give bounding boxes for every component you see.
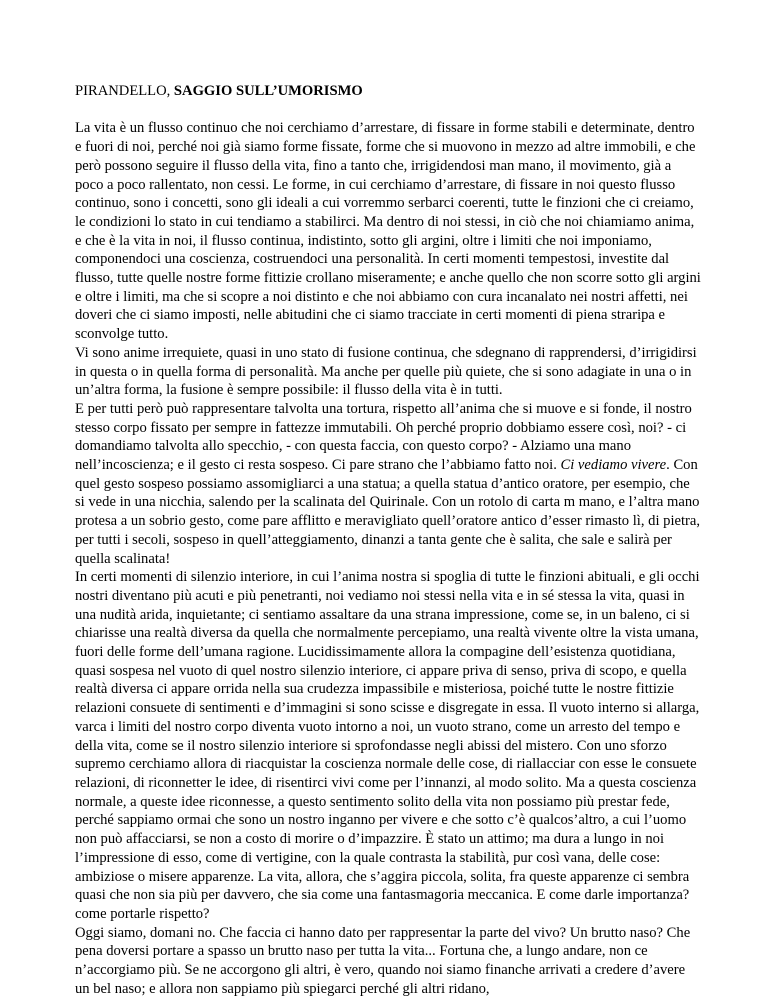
document-title: SAGGIO SULL’UMORISMO — [173, 83, 363, 99]
paragraph-5: Oggi siamo, domani no. Che faccia ci hanno dato per rappresentar la parte del vivo? Un brutto naso? Che pena doversi portare a spasso un brutto naso per tutta la vita... Fortuna che, a lungo andare, non ce n’accorgiamo più. Se ne accorgono gli altri, è vero, quando noi siamo finanche arrivati a credere d’avere un bel naso; e allora non sappiamo più spiegarci perché gli altri ridano, — [75, 924, 691, 997]
paragraph-3-emphasis: Ci vediamo vivere — [560, 457, 667, 474]
paragraph-4: In certi momenti di silenzio interiore, in cui l’anima nostra si spoglia di tutte le finzioni abituali, e gli occhi nostri diventano più acuti e più penetranti, noi vediamo noi stessi nella vita e in sé stessa la vita, quasi in una nudità arida, inquietante; ci sentiamo assaltare da una strana impressione, come se, in un baleno, ci si chiarisse una realtà diversa da quella che normalmente percepiamo, una realtà vivente oltre la vista umana, fuori delle forme dell’umana ragione. Lucidissimamente allora la compagine dell’esistenza quotidiana, quasi sospesa nel vuoto di quel nostro silenzio interiore, ci appare priva di senso, priva di scopo, e quella realtà diversa ci appare orrida nella sua crudezza impassibile e misteriosa, poiché tutte le nostre fittizie relazioni consuete di sentimenti e d’immagini si sono scisse e disgregate in essa. Il vuoto interno si allarga, varca i limiti del nostro corpo diventa vuoto intorno a noi, un vuoto strano, come un arresto del tempo e della vita, come se il nostro silenzio interiore si sprofondasse negli abissi del mistero. Con uno sforzo supremo cerchiamo allora di riacquistar la coscienza normale delle cose, di riallacciar con esse le consuete relazioni, di riconnetter le idee, di risentirci vivi come per l’innanzi, al modo solito. Ma a questa coscienza normale, a queste idee riconnesse, a questo sentimento solito della vita non possiamo più prestar fede, perché sappiamo ormai che sono un nostro inganno per vivere e che sotto c’è qualcos’altro, a cui l’uomo non può affacciarsi, se non a costo di morire o d’impazzire. È stato un attimo; ma dura a lungo in noi l’impressione di esso, come di vertigine, con la quale contrasta la stabilità, pur così vana, delle cose: ambiziose o misere apparenze. La vita, allora, che s’aggira piccola, solita, fra queste apparenze ci sembra quasi che non sia più per davvero, che sia come una fantasmagoria meccanica. E come darle importanza? come portarle rispetto? — [75, 569, 700, 922]
paragraph-2: Vi sono anime irrequiete, quasi in uno stato di fusione continua, che sdegnano di rapprendersi, d’irrigidirsi in questa o in quella forma di personalità. Ma anche per quelle più quiete, che si sono adagiate in una o in un’altra forma, la fusione è sempre possibile: il flusso della vita è in tutti. — [75, 344, 697, 399]
paragraph-1: La vita è un flusso continuo che noi cerchiamo d’arrestare, di fissare in forme stabili e determinate, dentro e fuori di noi, perché noi già siamo forme fissate, forme che si muovono in mezzo ad altre immobili, e che però possono seguire il flusso della vita, fino a tanto che, irrigidendosi man mano, il movimento, già a poco a poco rallentato, non cessi. Le forme, in cui cerchiamo d’arrestare, di fissare in noi questo flusso continuo, sono i concetti, sono gli ideali a cui vorremmo serbarci coerenti, tutte le finzioni che ci creiamo, le condizioni lo stato in cui tendiamo a stabilirci. Ma dentro di noi stessi, in ciò che noi chiamiamo anima, e che è la vita in noi, il flusso continua, indistinto, sotto gli argini, oltre i limiti che noi imponiamo, componendoci una coscienza, costruendoci una personalità. In certi momenti tempestosi, investite dal flusso, tutte quelle nostre forme fittizie crollano miseramente; e anche quello che non scorre sotto gli argini e oltre i limiti, ma che si scopre a noi distinto e che noi abbiamo con cura incanalato nei nostri affetti, nei doveri che ci siamo imposti, nelle abitudini che ci siamo tracciate in certi momenti di piena straripa e sconvolge tutto. — [75, 120, 701, 343]
paragraph-3-text-after: . Con quel gesto sospeso possiamo assomigliarci a una statua; a quella statua d’antico oratore, per esempio, che si vede in una nicchia, salendo per la scalinata del Quirinale. Con un rotolo di carta m mano, e l’altra mano protesa a un sobrio gesto, come pare afflitto e meravigliato quell’oratore antico d’esser rimasto lì, di pietra, per tutti i secoli, sospeso in quell’atteggiamento, dinanzi a tanta gente che è salita, che sale e salirà per quella scalinata! — [75, 457, 701, 567]
document-page — [75, 82, 703, 998]
paragraph-3-text-before: E per tutti però può rappresentare talvolta una tortura, rispetto all’anima che si muove e si fonde, il nostro stesso corpo fissato per sempre in fattezze immutabili. Oh perché proprio dobbiamo essere così, noi? - ci domandiamo talvolta allo specchio, - con questa faccia, con questo corpo? - Alziamo una mano nell’incoscienza; e il gesto ci resta sospeso. Ci pare strano che l’abbiamo fatto noi. — [75, 400, 692, 474]
document-heading — [75, 82, 703, 101]
author-name: PIRANDELLO, — [75, 83, 174, 99]
paragraph-3 — [75, 400, 703, 568]
